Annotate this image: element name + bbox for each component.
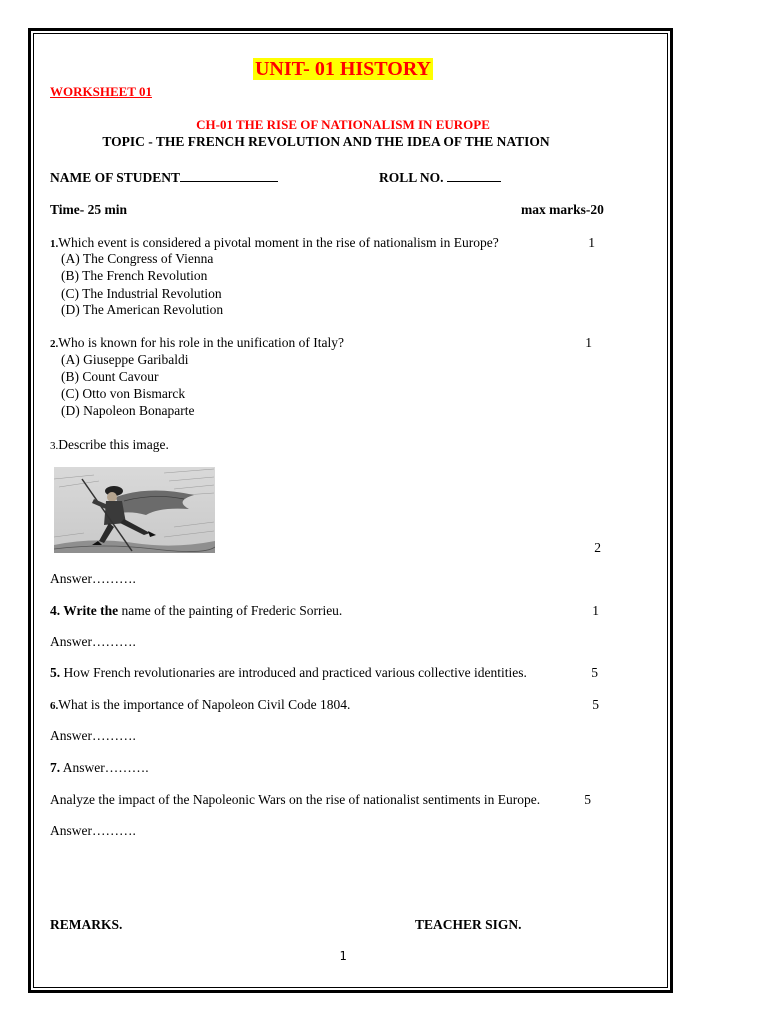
question-6-answer: Answer………. xyxy=(50,728,136,743)
page-number: 1 xyxy=(339,949,347,963)
student-name-field xyxy=(50,169,278,185)
student-name-blank xyxy=(180,169,278,182)
question-number: 2. xyxy=(50,338,59,350)
question-number: 1. xyxy=(50,238,59,250)
question-1-option-a: (A) The Congress of Vienna xyxy=(61,251,214,266)
question-7-answer: Answer………. xyxy=(50,823,136,838)
question-2-option-d: (D) Napoleon Bonaparte xyxy=(61,403,195,418)
question-4-marks: 1 xyxy=(592,603,599,618)
question-5-marks: 5 xyxy=(591,665,598,680)
student-name-label: NAME OF STUDENT xyxy=(50,170,181,185)
question-2-option-a: (A) Giuseppe Garibaldi xyxy=(61,352,189,367)
roll-no-blank xyxy=(447,169,501,182)
teacher-sign-label: TEACHER SIGN. xyxy=(415,917,522,932)
question-text: Answer………. xyxy=(60,760,149,775)
question-text: Who is known for his role in the unification of Italy? xyxy=(58,335,344,350)
question-text: What is the importance of Napoleon Civil Code 1804. xyxy=(58,697,351,712)
roll-no-field xyxy=(379,169,501,185)
question-2-option-c: (C) Otto von Bismarck xyxy=(61,386,186,401)
chapter-heading: CH-01 THE RISE OF NATIONALISM IN EUROPE xyxy=(196,117,490,132)
question-3-answer: Answer………. xyxy=(50,571,136,586)
question-text: name of the painting of Frederic Sorrieu. xyxy=(118,603,343,618)
question-text: How French revolutionaries are introduced and practiced various collective identities. xyxy=(60,665,527,680)
question-7 xyxy=(50,761,149,775)
unit-title: UNIT- 01 HISTORY xyxy=(254,58,431,80)
worksheet-label: WORKSHEET 01 xyxy=(50,84,152,99)
question-1-option-b: (B) The French Revolution xyxy=(61,268,208,283)
question-number: 5. xyxy=(50,665,61,680)
question-3-marks: 2 xyxy=(594,540,601,555)
question-4-answer: Answer………. xyxy=(50,634,136,649)
roll-no-label: ROLL NO. xyxy=(379,170,444,185)
napoleon-illustration xyxy=(54,467,215,553)
question-1-option-c: (C) The Industrial Revolution xyxy=(61,286,222,301)
question-1 xyxy=(50,236,499,250)
question-text: Which event is considered a pivotal moment in the rise of nationalism in Europe? xyxy=(58,235,499,250)
question-7-marks: 5 xyxy=(584,792,591,807)
question-1-marks: 1 xyxy=(588,235,595,250)
question-2-option-b: (B) Count Cavour xyxy=(61,369,159,384)
topic-heading: TOPIC - THE FRENCH REVOLUTION AND THE IDEA OF THE NATION xyxy=(102,134,550,149)
question-6 xyxy=(50,698,350,712)
question-6-marks: 5 xyxy=(592,697,599,712)
time-label: Time- 25 min xyxy=(50,202,127,217)
question-3 xyxy=(50,438,169,452)
question-number: 3. xyxy=(50,440,59,452)
question-2-marks: 1 xyxy=(585,335,592,350)
question-number: 7. xyxy=(50,760,61,775)
remarks-label: REMARKS. xyxy=(50,917,123,932)
question-number: 4. Write the xyxy=(50,603,119,618)
question-2 xyxy=(50,336,344,350)
question-7-text: Analyze the impact of the Napoleonic Wars on the rise of nationalist sentiments in Europe. xyxy=(50,792,541,807)
question-5 xyxy=(50,666,527,680)
question-1-option-d: (D) The American Revolution xyxy=(61,302,224,317)
question-number: 6. xyxy=(50,700,59,712)
max-marks-label: max marks-20 xyxy=(521,202,604,217)
question-4 xyxy=(50,604,342,618)
question-text: Describe this image. xyxy=(58,437,169,452)
